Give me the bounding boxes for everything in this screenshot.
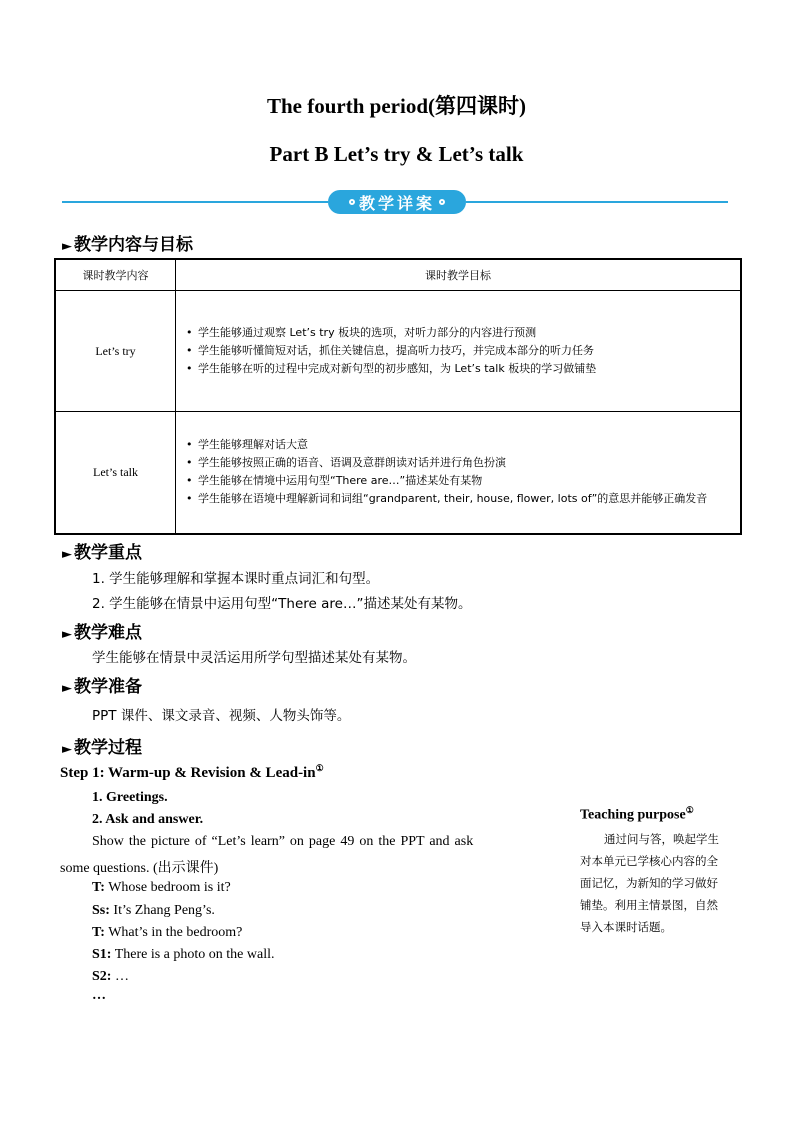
goals-heading [62,230,193,255]
utterance: What’s in the bedroom? [104,925,243,940]
row-goals-lets-talk [176,412,742,534]
list-item: • 学生能够通过观察 Let’s try 板块的选项，对听力部分的内容进行预测 [186,324,740,342]
speaker: Ss: [92,903,110,918]
sidebar-title [580,805,694,824]
sidebar-line: 铺垫。利用主情景图，自然 [580,898,718,912]
speaker: S1: [92,947,112,962]
list-item: • 学生能够在听的过程中完成对新句型的初步感知，为 Let’s talk 板块的学习做铺垫 [186,360,740,378]
row-content-lets-try: Let’s try [55,291,176,412]
key-heading [62,538,142,563]
dialogue-ellipsis: … [92,988,106,1003]
table-header-row [55,259,741,291]
sidebar-line: 导入本课时话题。 [580,920,672,934]
utterance: … [111,969,129,984]
banner-line-right [466,201,728,203]
banner-dot-right [439,199,445,205]
banner-line-left [62,201,328,203]
speaker: S2: [92,969,112,984]
difficulty-text: 学生能够在情景中灵活运用所学句型描述某处有某物。 [92,650,416,666]
sidebar-body [580,828,752,938]
instruction-line-1: Show the picture of “Let’s learn” on page 49 on the PPT and ask [92,834,474,849]
row-content-lets-talk: Let’s talk [55,412,176,534]
prep-heading-text: 教学准备 [74,677,142,697]
sidebar-line: 对本单元已学核心内容的全 [580,854,718,868]
dialogue-line [92,947,275,963]
process-heading [62,733,142,758]
goals-heading-text: 教学内容与目标 [74,235,193,255]
page-subtitle: Part B Let’s try & Let’s talk [269,142,524,166]
dialogue-line [92,903,215,919]
goals-table [54,258,742,535]
page-title: The fourth period(第四课时) [267,94,526,118]
item-greetings: 1. Greetings. [92,790,168,805]
utterance: There is a photo on the wall. [111,947,275,962]
speaker: T: [92,925,105,940]
sidebar-line: 面记忆，为新知的学习做好 [580,876,718,890]
key-point-1: 1. 学生能够理解和掌握本课时重点词汇和句型。 [92,571,380,587]
goal-list [176,324,740,378]
table-header-goals: 课时教学目标 [176,259,742,291]
list-item: • 学生能够在情境中运用句型“There are…”描述某处有某物 [186,472,730,490]
list-item: • 学生能够按照正确的语音、语调及意群朗读对话并进行角色扮演 [186,454,730,472]
table-row [55,291,741,412]
speaker: T: [92,880,105,895]
step1-title-text: Step 1: Warm-up & Revision & Lead-in [60,765,316,781]
dialogue-line [92,925,242,941]
prep-text: PPT 课件、课文录音、视频、人物头饰等。 [92,708,351,724]
utterance: Whose bedroom is it? [104,880,231,895]
triangle-icon: ► [62,681,72,696]
difficulty-heading [62,618,142,643]
triangle-icon: ► [62,547,72,562]
sidebar-note: ① [685,805,694,815]
process-heading-text: 教学过程 [74,738,142,758]
goal-list [176,436,740,508]
dialogue-line [92,969,129,985]
banner-dot-left [349,199,355,205]
triangle-icon: ► [62,239,72,254]
banner-label [328,190,466,214]
table-header-content: 课时教学内容 [55,259,176,291]
difficulty-heading-text: 教学难点 [74,623,142,643]
dialogue-line [92,880,231,896]
utterance: It’s Zhang Peng’s. [109,903,215,918]
key-point-2: 2. 学生能够在情景中运用句型“There are…”描述某处有某物。 [92,596,472,612]
sidebar-title-text: Teaching purpose [580,807,686,823]
list-item: • 学生能够听懂简短对话，抓住关键信息，提高听力技巧，并完成本部分的听力任务 [186,342,740,360]
key-heading-text: 教学重点 [74,543,142,563]
step1-title [60,763,324,782]
triangle-icon: ► [62,742,72,757]
instruction-line-2: some questions. (出示课件) [60,861,219,876]
table-row [55,412,741,534]
list-item: • 学生能够在语境中理解新词和词组“grandparent, their, house, flower, lots of”的意思并能够正确发音 [186,490,730,508]
item-ask-answer: 2. Ask and answer. [92,812,204,827]
banner-text: 教学详案 [358,193,435,213]
step1-note: ① [315,763,324,773]
list-item: • 学生能够理解对话大意 [186,436,730,454]
triangle-icon: ► [62,627,72,642]
sidebar-line: 通过问与答，唤起学生 [604,832,719,846]
row-goals-lets-try [176,291,742,412]
prep-heading [62,672,142,697]
